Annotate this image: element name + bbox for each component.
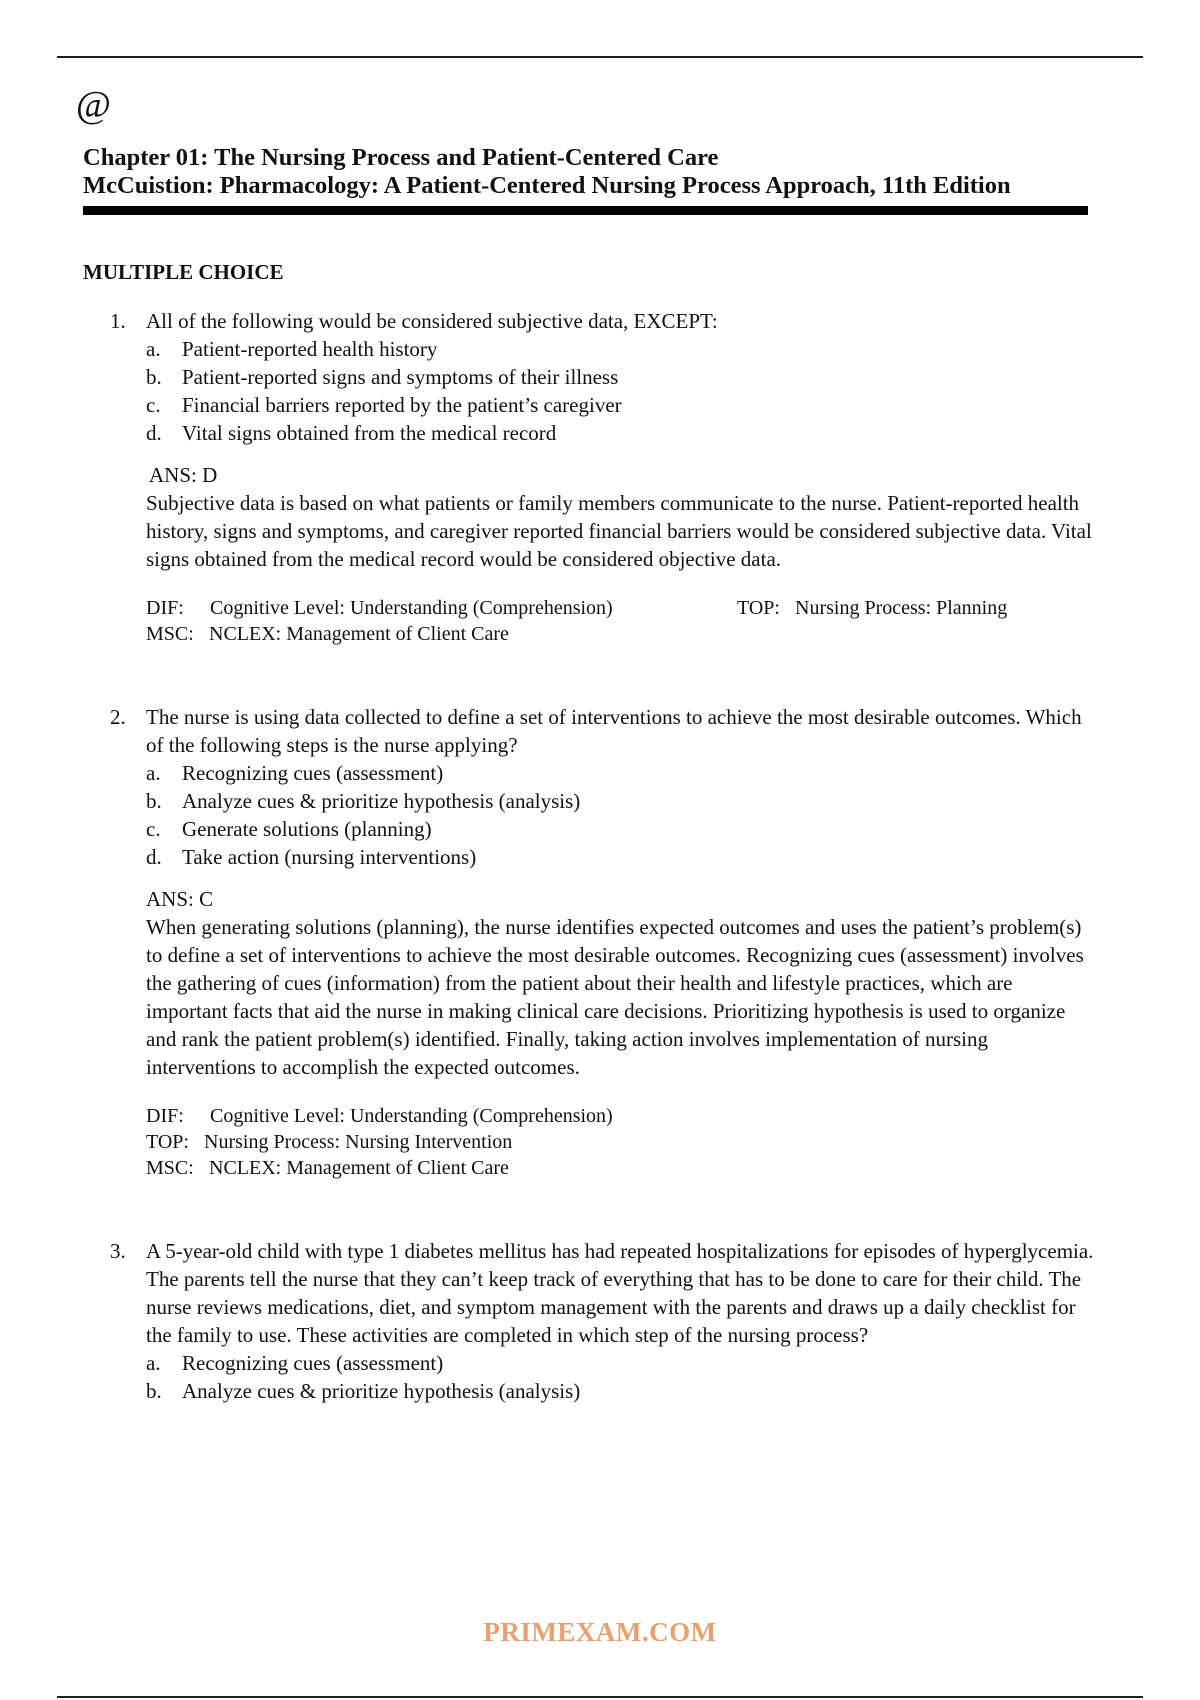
top-value: Nursing Process: Nursing Intervention [204, 1131, 513, 1153]
question-metadata [146, 1103, 1095, 1181]
option-letter: b. [146, 365, 162, 389]
option-c [146, 815, 1095, 843]
answer-block [146, 461, 1095, 573]
answer-rationale: Subjective data is based on what patients or family members communicate to the nurse. Patient-reported health history, signs and symptoms, and caregiver reported financial barriers would be considered subjective data. Vital signs obtained from the medical record would be considered objective data. [146, 491, 1092, 571]
option-b [146, 787, 1095, 815]
option-a [146, 335, 1095, 363]
answer-key: ANS: C [146, 887, 214, 911]
answer-key: ANS: D [149, 463, 218, 487]
question-3 [110, 1237, 1095, 1405]
msc-label: MSC: [146, 623, 194, 645]
answer-block [146, 885, 1095, 1081]
watermark: PRIMEXAM.COM [483, 1617, 717, 1647]
dif-value: Cognitive Level: Understanding (Comprehension) [210, 597, 613, 619]
msc-label: MSC: [146, 1157, 194, 1179]
question-metadata [146, 595, 1095, 647]
option-letter: c. [146, 393, 161, 417]
dif-value: Cognitive Level: Understanding (Comprehension) [210, 1105, 613, 1127]
top-label: TOP: [737, 597, 780, 619]
msc-value: NCLEX: Management of Client Care [209, 623, 509, 645]
answer-rationale: When generating solutions (planning), the nurse identifies expected outcomes and uses the patient’s problem(s) to define a set of interventions to achieve the most desirable outcomes. Recognizing cues (assessment) involves the gathering of cues (information) from the patient about their health and lifestyle practices, which are important facts that aid the nurse in making clinical care decisions. Prioritizing hypothesis is used to organize and rank the patient problem(s) identified. Finally, taking action involves implementation of nursing interventions to accomplish the expected outcomes. [146, 915, 1084, 1079]
option-d [146, 419, 1095, 447]
question-2 [110, 703, 1095, 1181]
title-underline-bar [83, 206, 1088, 215]
option-letter: a. [146, 1351, 161, 1375]
option-text: Recognizing cues (assessment) [182, 1351, 444, 1375]
at-symbol: @ [76, 84, 111, 126]
chapter-title: Chapter 01: The Nursing Process and Patient-Centered Care [83, 144, 719, 171]
option-text: Generate solutions (planning) [182, 817, 432, 841]
question-number: 3. [110, 1239, 126, 1263]
option-letter: b. [146, 1379, 162, 1403]
document-title-block [83, 144, 1093, 200]
option-letter: c. [146, 817, 161, 841]
option-c [146, 391, 1095, 419]
option-text: Patient-reported health history [182, 337, 438, 361]
option-text: Recognizing cues (assessment) [182, 761, 444, 785]
question-number: 2. [110, 705, 126, 729]
option-b [146, 363, 1095, 391]
option-letter: d. [146, 421, 162, 445]
option-letter: a. [146, 337, 161, 361]
option-text: Financial barriers reported by the patient’s caregiver [182, 393, 622, 417]
top-value: Nursing Process: Planning [795, 597, 1008, 619]
option-a [146, 759, 1095, 787]
option-letter: d. [146, 845, 162, 869]
option-text: Patient-reported signs and symptoms of their illness [182, 365, 619, 389]
option-a [146, 1349, 1095, 1377]
option-text: Take action (nursing interventions) [182, 845, 477, 869]
option-d [146, 843, 1095, 871]
question-stem: All of the following would be considered subjective data, EXCEPT: [146, 309, 718, 333]
option-text: Analyze cues & prioritize hypothesis (analysis) [182, 789, 581, 813]
option-text: Vital signs obtained from the medical record [182, 421, 557, 445]
question-1 [110, 307, 1095, 647]
book-title: McCuistion: Pharmacology: A Patient-Centered Nursing Process Approach, 11th Edition [83, 172, 1011, 199]
dif-label: DIF: [146, 1105, 184, 1127]
question-stem: A 5-year-old child with type 1 diabetes mellitus has had repeated hospitalizations for episodes of hyperglycemia. The parents tell the nurse that they can’t keep track of everything that has to be done to care for their child. The nurse reviews medications, diet, and symptom management with the parents and draws up a daily checklist for the family to use. These activities are completed in which step of the nursing process? [146, 1239, 1094, 1347]
question-stem: The nurse is using data collected to define a set of interventions to achieve the most desirable outcomes. Which of the following steps is the nurse applying? [146, 705, 1082, 757]
option-b [146, 1377, 1095, 1405]
top-rule [57, 56, 1143, 58]
option-letter: b. [146, 789, 162, 813]
bottom-rule [57, 1696, 1143, 1698]
section-heading: MULTIPLE CHOICE [83, 260, 284, 284]
msc-value: NCLEX: Management of Client Care [209, 1157, 509, 1179]
dif-label: DIF: [146, 597, 184, 619]
option-letter: a. [146, 761, 161, 785]
question-number: 1. [110, 309, 126, 333]
option-text: Analyze cues & prioritize hypothesis (analysis) [182, 1379, 581, 1403]
top-label: TOP: [146, 1131, 189, 1153]
